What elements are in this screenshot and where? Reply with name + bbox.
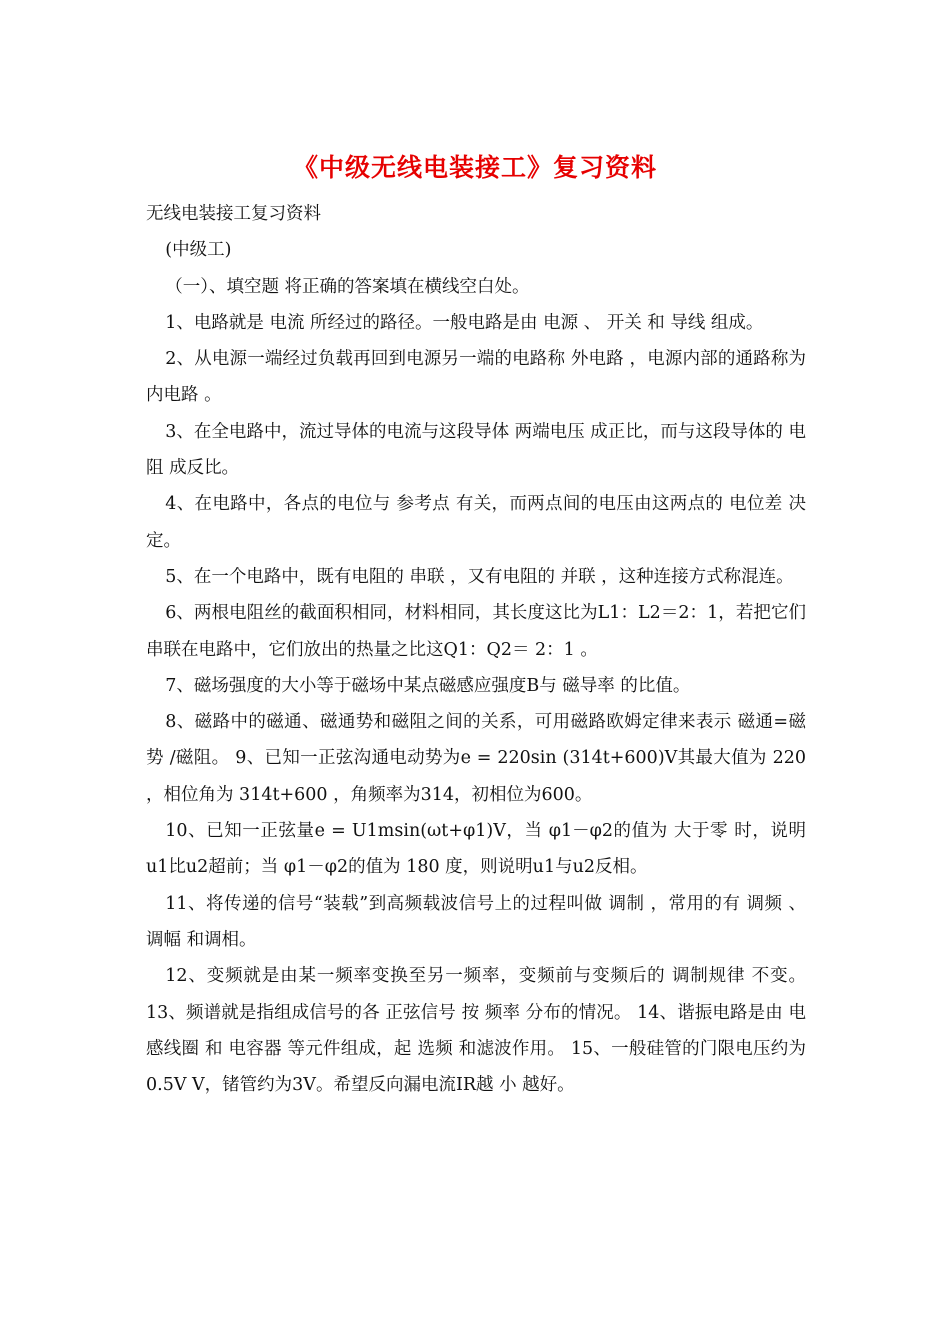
document-title: 《中级无线电装接工》复习资料 <box>292 153 657 182</box>
paragraph-2: 2、从电源一端经过负载再回到电源另一端的电路称 外电路 ，电源内部的通路称为 内电路 。 <box>146 349 806 406</box>
paragraph-5: 5、在一个电路中，既有电阻的 串联 ，又有电阻的 并联 ，这种连接方式称混连。 <box>165 566 794 587</box>
paragraph-7: 7、磁场强度的大小等于磁场中某点磁感应强度B与 磁导率 的比值。 <box>165 675 691 696</box>
paragraph-11: 11、将传递的信号“装载”到高频载波信号上的过程叫做 调制 ，常用的有 调频 、 调幅 和调相。 <box>146 893 806 950</box>
paragraph-8: 8、磁路中的磁通、磁通势和磁阻之间的关系，可用磁路欧姆定律来表示 磁通=磁势 /磁阻。 9、已知一正弦沟通电动势为e = 220sin (314t+600)V其最大值为 220 ，相位角为 314t+600 ，角频率为314，初相位为600。 <box>146 712 806 805</box>
paragraph-12: 12、变频就是由某一频率变换至另一频率，变频前与变频后的 调制规律 不变。 13、频谱就是指组成信号的各 正弦信号 按 频率 分布的情况。 14、谐振电路是由 电感线圈 和 电容器 等元件组成，起 选频 和滤波作用。 15、一般硅管的门限电压约为 0.5V V，锗管约为3V。希望反向漏电流IR越 小 越好。 <box>146 966 806 1096</box>
section-heading: （一）、填空题 将正确的答案填在横线空白处。 <box>165 276 530 297</box>
paragraph-1: 1、电路就是 电流 所经过的路径。一般电路是由 电源 、 开关 和 导线 组成。 <box>165 312 764 333</box>
document-subtitle: 无线电装接工复习资料 <box>146 204 321 224</box>
level-label: (中级工) <box>165 240 232 261</box>
paragraph-10: 10、已知一正弦量e = U1msin(ωt+φ1)V，当 φ1－φ2的值为 大于零 时，说明u1比u2超前；当 φ1－φ2的值为 180 度，则说明u1与u2反相。 <box>146 821 806 878</box>
document-body <box>146 196 806 1103</box>
paragraph-3: 3、在全电路中，流过导体的电流与这段导体 两端电压 成正比，而与这段导体的 电阻 成反比。 <box>146 421 806 479</box>
paragraph-6: 6、两根电阻丝的截面积相同，材料相同，其长度这比为L1：L2＝2：1，若把它们串联在电路中，它们放出的热量之比这Q1：Q2＝ 2：1 。 <box>146 603 806 660</box>
paragraph-4: 4、在电路中，各点的电位与 参考点 有关，而两点间的电压由这两点的 电位差 决定。 <box>146 494 806 551</box>
